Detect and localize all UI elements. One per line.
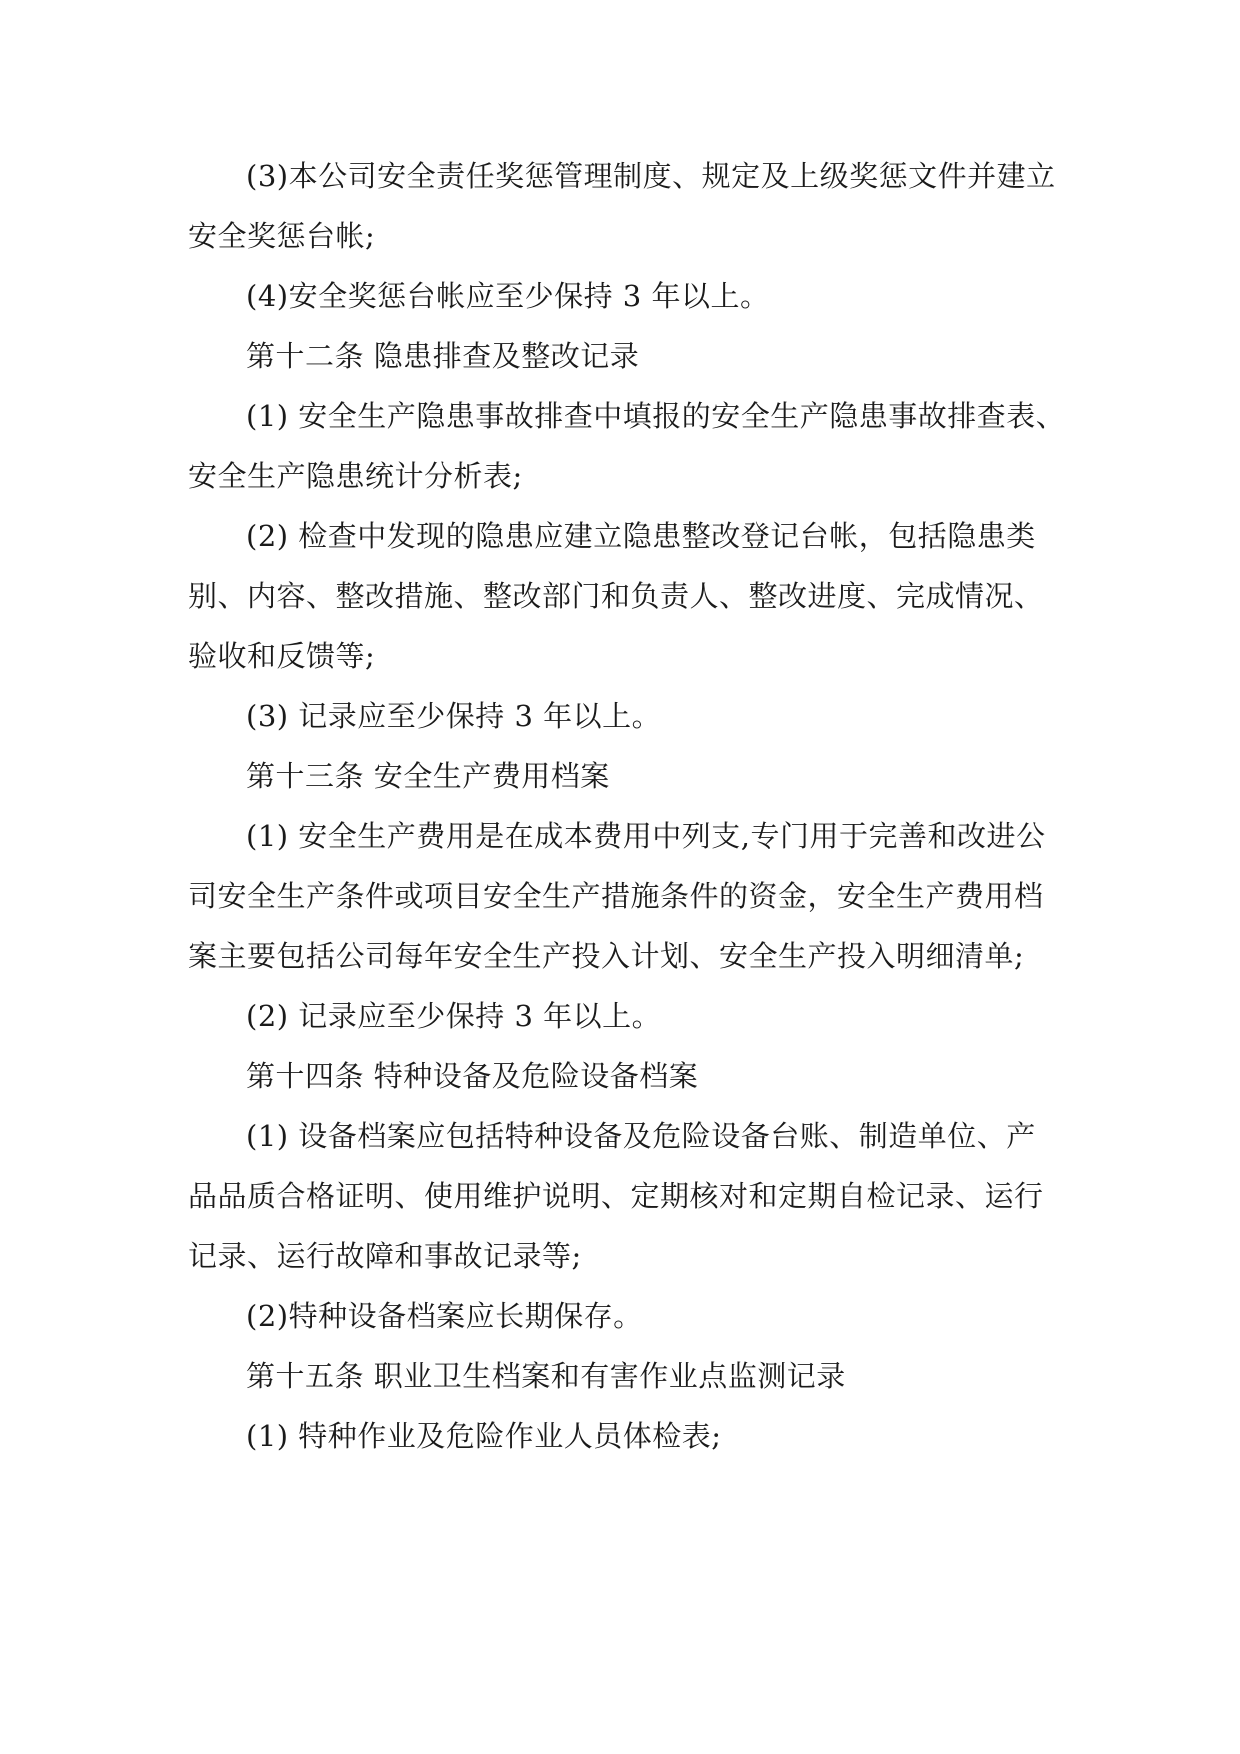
paragraph-line: (1) 安全生产费用是在成本费用中列支,专门用于完善和改进公 <box>246 819 1046 853</box>
paragraph-line: 司安全生产条件或项目安全生产措施条件的资金，安全生产费用档 <box>188 879 1044 913</box>
paragraph-line: 安全奖惩台帐; <box>188 219 376 253</box>
paragraph-line: (4)安全奖惩台帐应至少保持 3 年以上。 <box>246 279 770 313</box>
paragraph-line: 别、内容、整改措施、整改部门和负责人、整改进度、完成情况、 <box>188 579 1044 613</box>
paragraph-line: 安全生产隐患统计分析表; <box>188 459 523 493</box>
paragraph-line: 记录、运行故障和事故记录等; <box>188 1239 582 1273</box>
paragraph-line: (3)本公司安全责任奖惩管理制度、规定及上级奖惩文件并建立 <box>246 159 1056 193</box>
article-heading: 第十五条 职业卫生档案和有害作业点监测记录 <box>246 1359 846 1393</box>
paragraph-line: (3) 记录应至少保持 3 年以上。 <box>246 699 662 733</box>
paragraph-line: (1) 设备档案应包括特种设备及危险设备台账、制造单位、产 <box>246 1119 1036 1153</box>
paragraph-line: 品品质合格证明、使用维护说明、定期核对和定期自检记录、运行 <box>188 1179 1044 1213</box>
paragraph-line: (1) 安全生产隐患事故排查中填报的安全生产隐患事故排查表、 <box>246 399 1066 433</box>
paragraph-line: 案主要包括公司每年安全生产投入计划、安全生产投入明细清单; <box>188 939 1025 973</box>
paragraph-line: 验收和反馈等; <box>188 639 376 673</box>
article-heading: 第十四条 特种设备及危险设备档案 <box>246 1059 699 1093</box>
paragraph-line: (2)特种设备档案应长期保存。 <box>246 1299 643 1333</box>
paragraph-line: (2) 检查中发现的隐患应建立隐患整改登记台帐，包括隐患类 <box>246 519 1036 553</box>
paragraph-line: (1) 特种作业及危险作业人员体检表; <box>246 1419 722 1453</box>
paragraph-line: (2) 记录应至少保持 3 年以上。 <box>246 999 662 1033</box>
article-heading: 第十二条 隐患排查及整改记录 <box>246 339 640 373</box>
article-heading: 第十三条 安全生产费用档案 <box>246 759 610 793</box>
